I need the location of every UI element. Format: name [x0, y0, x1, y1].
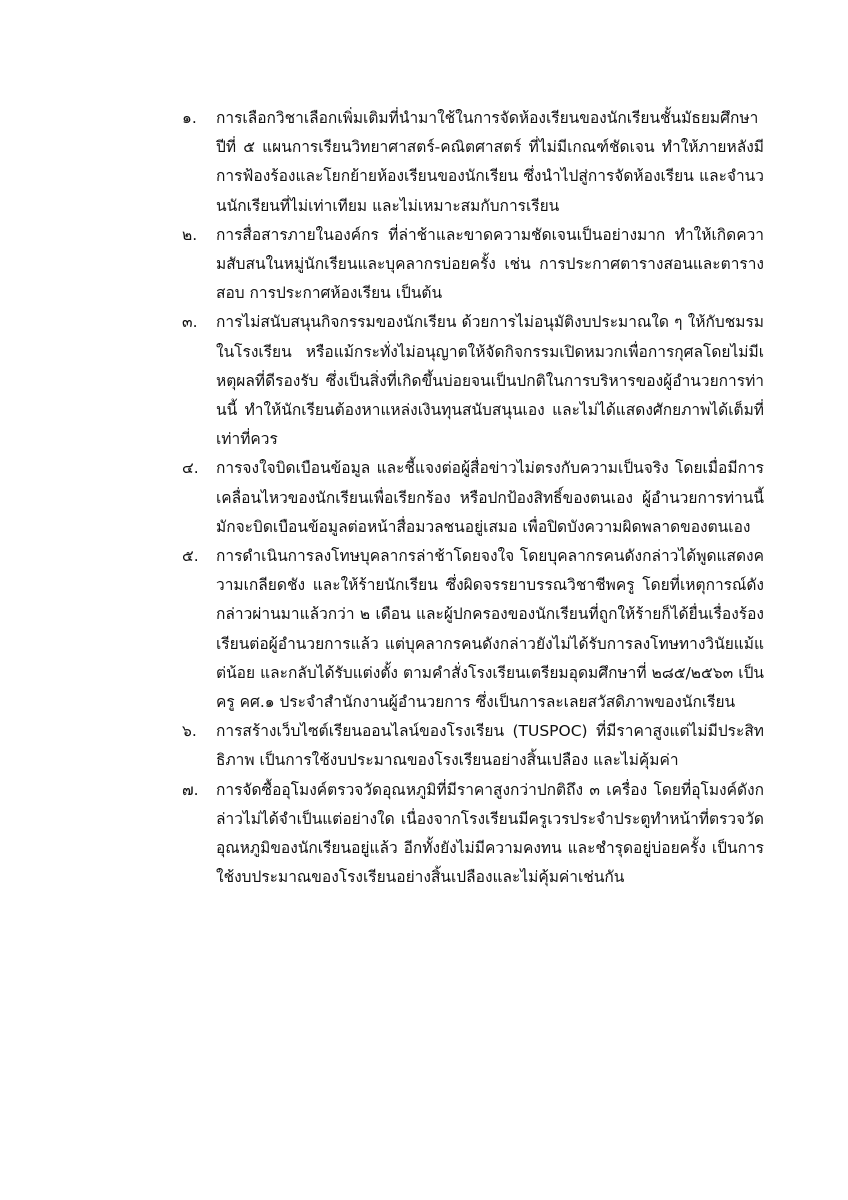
complaint-list	[182, 104, 764, 892]
item-number: ๔.	[182, 459, 199, 478]
list-item-5	[182, 542, 764, 717]
list-item-3	[182, 308, 764, 454]
item-text: การจัดซื้ออุโมงค์ตรวจวัดอุณหภูมิที่มีราคาสูงกว่าปกติถึง ๓ เครื่อง โดยที่อุโมงค์ดังกล่าวไม่ได้จำเป็นแต่อย่างใด เนื่องจากโรงเรียนมีครูเวรประจำประตูทำหน้าที่ตรวจวัดอุณหภูมิของนักเรียนอยู่แล้ว อีกทั้งยังไม่มีความคงทน และชำรุดอยู่บ่อยครั้ง เป็นการใช้งบประมาณของโรงเรียนอย่างสิ้นเปลืองและไม่คุ้มค่าเช่นกัน	[216, 780, 764, 887]
list-item-7	[182, 776, 764, 893]
item-number: ๕.	[182, 547, 199, 566]
item-number: ๑.	[182, 109, 197, 127]
item-number: ๗.	[182, 780, 199, 799]
item-number: ๓.	[182, 313, 198, 332]
item-text: การดำเนินการลงโทษบุคลากรล่าช้าโดยจงใจ โดยบุคลากรคนดังกล่าวได้พูดแสดงความเกลียดชัง และให้ร้ายนักเรียน ซึ่งผิดจรรยาบรรณวิชาชีพครู โดยที่เหตุการณ์ดังกล่าวผ่านมาแล้วกว่า ๒ เดือน และผู้ปกครองของนักเรียนที่ถูกให้ร้ายก็ได้ยื่นเรื่องร้องเรียนต่อผู้อำนวยการแล้ว แต่บุคลากรคนดังกล่าวยังไม่ได้รับการลงโทษทางวินัยแม้แต่น้อย และกลับได้รับแต่งตั้ง ตามคำสั่งโรงเรียนเตรียมอุดมศึกษาที่ ๒๘๕/๒๕๖๓ เป็น ครู คศ.๑ ประจำสำนักงานผู้อำนวยการ ซึ่งเป็นการละเลยสวัสดิภาพของนักเรียน	[216, 547, 764, 712]
item-number: ๖.	[182, 722, 197, 741]
list-item-4	[182, 454, 764, 542]
item-number: ๒.	[182, 225, 198, 244]
item-text: การจงใจบิดเบือนข้อมูล และชี้แจงต่อผู้สื่อข่าวไม่ตรงกับความเป็นจริง โดยเมื่อมีการเคลื่อนไหวของนักเรียนเพื่อเรียกร้อง หรือปกป้องสิทธิ์ของตนเอง ผู้อำนวยการท่านนี้มักจะบิดเบือนข้อมูลต่อหน้าสื่อมวลชนอยู่เสมอ เพื่อปิดบังความผิดพลาดของตนเอง	[216, 459, 764, 536]
item-text: การไม่สนับสนุนกิจกรรมของนักเรียน ด้วยการไม่อนุมัติงบประมาณใด ๆ ให้กับชมรมในโรงเรียน หรือแม้กระทั่งไม่อนุญาตให้จัดกิจกรรมเปิดหมวกเพื่อการกุศลโดยไม่มีเหตุผลที่ดีรองรับ ซึ่งเป็นสิ่งที่เกิดขึ้นบ่อยจนเป็นปกติในการบริหารของผู้อำนวยการท่านนี้ ทำให้นักเรียนต้องหาแหล่งเงินทุนสนับสนุนเอง และไม่ได้แสดงศักยภาพได้เต็มที่เท่าที่ควร	[216, 313, 764, 449]
list-item-1	[182, 104, 764, 221]
item-text: การสร้างเว็บไซต์เรียนออนไลน์ของโรงเรียน (TUSPOC) ที่มีราคาสูงแต่ไม่มีประสิทธิภาพ เป็นการใช้งบประมาณของโรงเรียนอย่างสิ้นเปลือง และไม่คุ้มค่า	[216, 722, 764, 770]
list-item-6	[182, 717, 764, 775]
item-text: การเลือกวิชาเลือกเพิ่มเติมที่นำมาใช้ในการจัดห้องเรียนของนักเรียนชั้นมัธยมศึกษาปีที่ ๕ แผนการเรียนวิทยาศาสตร์-คณิตศาสตร์ ที่ไม่มีเกณฑ์ชัดเจน ทำให้ภายหลังมีการฟ้องร้องและโยกย้ายห้องเรียนของนักเรียน ซึ่งนำไปสู่การจัดห้องเรียน และจำนวนนักเรียนที่ไม่เท่าเทียม และไม่เหมาะสมกับการเรียน	[216, 109, 764, 215]
list-item-2	[182, 221, 764, 309]
item-text: การสื่อสารภายในองค์กร ที่ล่าช้าและขาดความชัดเจนเป็นอย่างมาก ทำให้เกิดความสับสนในหมู่นักเรียนและบุคลากรบ่อยครั้ง เช่น การประกาศตารางสอนและตารางสอบ การประกาศห้องเรียน เป็นต้น	[216, 225, 764, 303]
